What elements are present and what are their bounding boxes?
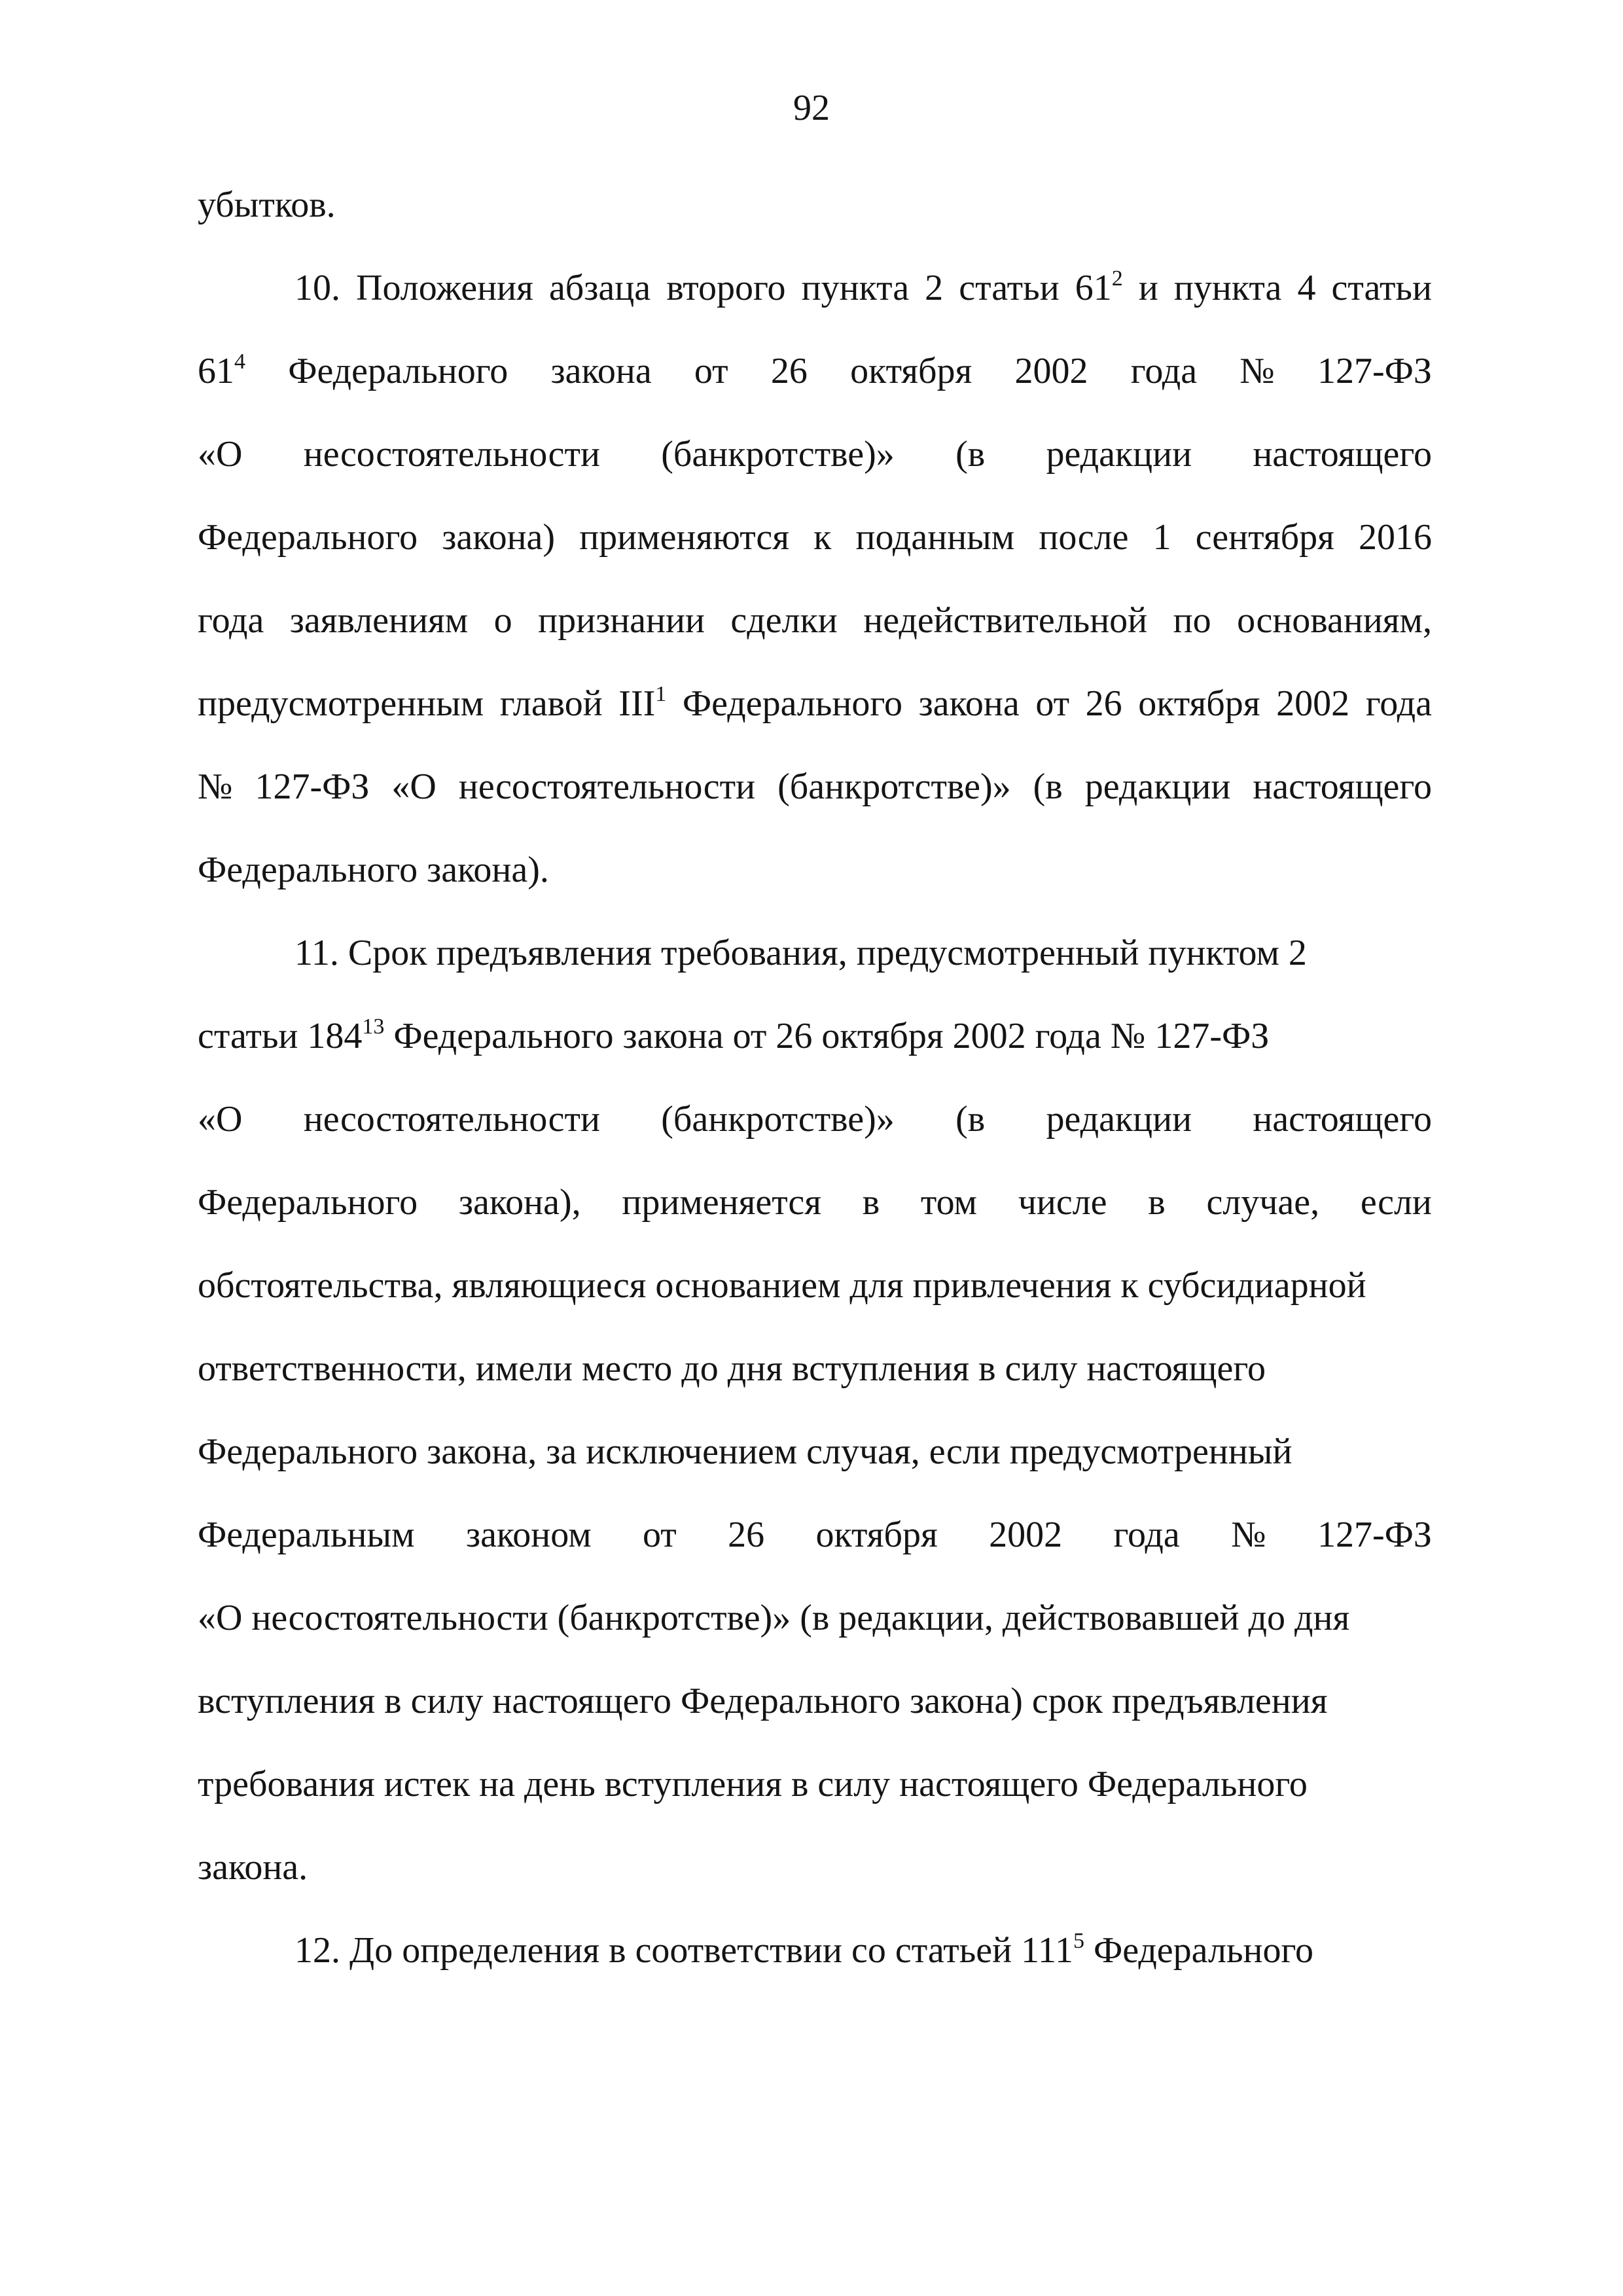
paragraph-11-line-3: [198, 1083, 1432, 1166]
text-run: вступления в силу настоящего Федерального закона) срок предъявления: [198, 1681, 1328, 1721]
text-run: предусмотренным главой III: [198, 683, 656, 724]
word: «О: [198, 434, 243, 475]
text-run: [198, 999, 1269, 1073]
word: применяется: [622, 1182, 821, 1223]
word: в: [862, 1182, 880, 1223]
article-number: 61: [1075, 268, 1112, 308]
article-number: 61: [198, 351, 234, 391]
text-run: Федерального: [1093, 1930, 1314, 1971]
article-superscript: 4: [234, 350, 245, 374]
word: пункта: [1173, 268, 1282, 308]
chapter-superscript: 1: [655, 682, 667, 706]
paragraph-12-line-1: [198, 1914, 1432, 1997]
text-run: года заявлениям о признании сделки недействительной по основаниям,: [198, 600, 1432, 641]
paragraph-11-line-12: [198, 1831, 1432, 1914]
paragraph-10-line-7: [198, 750, 1432, 833]
word: и: [1138, 268, 1158, 308]
word: года: [1113, 1515, 1180, 1555]
article-superscript: 2: [1111, 266, 1123, 291]
word: 127-ФЗ: [1317, 351, 1432, 391]
word: Федеральным: [198, 1515, 415, 1555]
paragraph-continuation-line: [198, 168, 1432, 251]
word: №: [1231, 1515, 1266, 1555]
word: 26: [728, 1515, 765, 1555]
paragraph-11-line-9: [198, 1581, 1432, 1664]
word: 127-ФЗ: [1317, 1515, 1432, 1555]
word: пункта: [801, 268, 910, 308]
word: несостоятельности: [303, 1099, 600, 1139]
word: (банкротстве)»: [661, 434, 895, 475]
word: Федерального: [198, 1182, 418, 1223]
word: статьи: [1331, 268, 1432, 308]
text-run: «О несостоятельности (банкротстве)» (в редакции, действовавшей до дня: [198, 1598, 1350, 1638]
word: №: [1240, 351, 1275, 391]
paragraph-11-line-8: [198, 1498, 1432, 1581]
article-superscript: 13: [362, 1014, 385, 1039]
word: 2: [925, 268, 944, 308]
word: числе: [1018, 1182, 1107, 1223]
word: 26: [770, 351, 808, 391]
word: «О: [198, 1099, 243, 1139]
word: от: [643, 1515, 677, 1555]
paragraph-11-line-2: [198, 999, 1432, 1083]
text-run: требования истек на день вступления в силу настоящего Федерального: [198, 1764, 1308, 1804]
text-run: № 127-ФЗ «О несостоятельности (банкротстве)» (в редакции настоящего: [198, 766, 1432, 807]
paragraph-11-line-5: [198, 1249, 1432, 1332]
paragraph-10-line-2: [198, 334, 1432, 418]
text-run: [198, 667, 1432, 741]
word: второго: [666, 268, 786, 308]
text-run: Федерального закона).: [198, 850, 549, 890]
paragraph-11-line-6: [198, 1332, 1432, 1415]
word: года: [1130, 351, 1198, 391]
word: Положения: [356, 268, 533, 308]
article-reference: [1075, 251, 1123, 325]
word: несостоятельности: [303, 434, 600, 475]
text-run: убытков.: [198, 185, 336, 225]
word: октября: [850, 351, 972, 391]
paragraph-10-line-4: [198, 501, 1432, 584]
paragraph-11-line-4: [198, 1166, 1432, 1249]
word: 4: [1297, 268, 1316, 308]
text-run: 12. До определения в соответствии со статьей 111: [294, 1930, 1073, 1971]
text-run: 11. Срок предъявления требования, предусмотренный пунктом 2: [294, 933, 1307, 973]
paragraph-11-line-1: [198, 916, 1432, 999]
word: редакции: [1046, 434, 1192, 475]
word: октября: [815, 1515, 938, 1555]
word: закона),: [458, 1182, 581, 1223]
word: настоящего: [1253, 434, 1432, 475]
word: (в: [955, 434, 986, 475]
word: случае,: [1206, 1182, 1320, 1223]
text-run: статьи 184: [198, 1016, 363, 1056]
word: Федерального: [288, 351, 508, 391]
paragraph-10-line-3: [198, 418, 1432, 501]
word: (в: [955, 1099, 986, 1139]
word: от: [694, 351, 728, 391]
page-number: 92: [793, 88, 830, 128]
word: в: [1148, 1182, 1166, 1223]
word: абзаца: [548, 268, 651, 308]
article-superscript: 5: [1073, 1929, 1084, 1953]
paragraph-10-line-6: [198, 667, 1432, 750]
document-body: [198, 168, 1432, 1997]
word: 2002: [989, 1515, 1063, 1555]
paragraph-11-line-10: [198, 1664, 1432, 1748]
text-run: Федерального закона) применяются к поданным после 1 сентября 2016: [198, 517, 1432, 558]
word: редакции: [1046, 1099, 1192, 1139]
word: законом: [465, 1515, 592, 1555]
text-run: Федерального закона от 26 октября 2002 года: [682, 683, 1433, 724]
word: если: [1360, 1182, 1432, 1223]
word: статьи: [959, 268, 1060, 308]
word: закона: [550, 351, 652, 391]
text-run: обстоятельства, являющиеся основанием для привлечения к субсидиарной: [198, 1265, 1366, 1306]
text-run: ответственности, имели место до дня вступления в силу настоящего: [198, 1348, 1266, 1389]
text-run: Федерального закона, за исключением случая, если предусмотренный: [198, 1431, 1293, 1472]
word: 10.: [294, 268, 340, 308]
paragraph-10-line-5: [198, 584, 1432, 667]
article-reference: [198, 334, 245, 408]
word: том: [920, 1182, 977, 1223]
text-run: Федерального закона от 26 октября 2002 года № 127-ФЗ: [393, 1016, 1270, 1056]
paragraph-11-line-11: [198, 1748, 1432, 1831]
text-run: закона.: [198, 1847, 308, 1888]
text-run: [294, 1914, 1313, 1988]
word: настоящего: [1253, 1099, 1432, 1139]
word: (банкротстве)»: [661, 1099, 895, 1139]
paragraph-11-line-7: [198, 1415, 1432, 1498]
word: 2002: [1014, 351, 1088, 391]
paragraph-10-line-1: [198, 251, 1432, 334]
paragraph-10-line-8: [198, 833, 1432, 916]
